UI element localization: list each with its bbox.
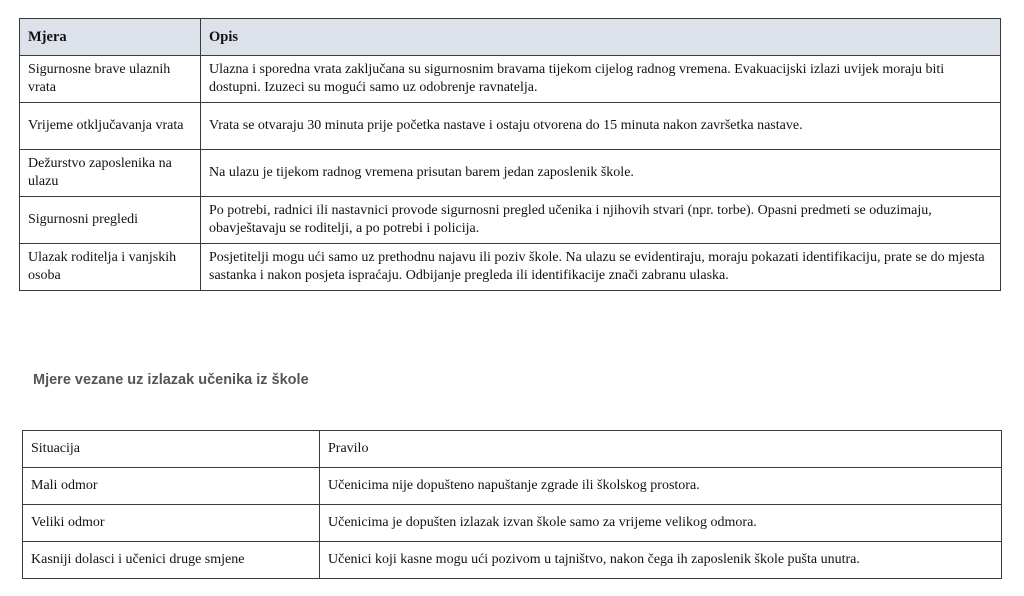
description-cell: Posjetitelji mogu ući samo uz prethodnu najavu ili poziv škole. Na ulazu se evidentiraju, moraju pokazati identifikaciju, prate se do mjesta sastanka i nakon posjeta ispraćaju. Odbijanje pregleda ili identifikacije znači zabranu ulaska. bbox=[209, 250, 985, 283]
measure-cell: Sigurnosne brave ulaznih vrata bbox=[20, 56, 201, 103]
rule-cell: Učenicima je dopušten izlazak izvan škole samo za vrijeme velikog odmora. bbox=[320, 505, 1002, 542]
measure-cell: Vrijeme otključavanja vrata bbox=[20, 103, 201, 150]
measure-cell: Ulazak roditelja i vanjskih osoba bbox=[20, 244, 201, 291]
student-exit-rules-table bbox=[22, 430, 1002, 579]
column-header-situation: Situacija bbox=[23, 431, 320, 468]
table-row bbox=[23, 542, 1002, 579]
table-row bbox=[20, 244, 1001, 291]
security-measures-table bbox=[19, 18, 1001, 291]
description-cell: Na ulazu je tijekom radnog vremena prisutan barem jedan zaposlenik škole. bbox=[201, 150, 1001, 197]
table-header-row bbox=[20, 19, 1001, 56]
table-row bbox=[23, 468, 1002, 505]
section-heading: Mjere vezane uz izlazak učenika iz škole bbox=[33, 372, 309, 388]
rule-cell: Učenicima nije dopušteno napuštanje zgrade ili školskog prostora. bbox=[320, 468, 1002, 505]
situation-cell: Mali odmor bbox=[23, 468, 320, 505]
column-header-rule: Pravilo bbox=[320, 431, 1002, 468]
table-row bbox=[20, 197, 1001, 244]
table-row bbox=[20, 56, 1001, 103]
table-row bbox=[20, 103, 1001, 150]
table-row bbox=[20, 150, 1001, 197]
situation-cell: Veliki odmor bbox=[23, 505, 320, 542]
description-cell: Vrata se otvaraju 30 minuta prije početka nastave i ostaju otvorena do 15 minuta nakon završetka nastave. bbox=[201, 103, 1001, 150]
description-cell: Ulazna i sporedna vrata zaključana su sigurnosnim bravama tijekom cijelog radnog vremena. Evakuacijski izlazi uvijek moraju biti dostupni. Izuzeci su mogući samo uz odobrenje ravnatelja. bbox=[201, 56, 1001, 103]
column-header-description: Opis bbox=[201, 19, 1001, 56]
table-row bbox=[23, 505, 1002, 542]
measure-cell: Dežurstvo zaposlenika na ulazu bbox=[20, 150, 201, 197]
rule-cell: Učenici koji kasne mogu ući pozivom u tajništvo, nakon čega ih zaposlenik škole pušta unutra. bbox=[328, 552, 860, 567]
situation-cell: Kasniji dolasci i učenici druge smjene bbox=[23, 542, 320, 579]
measure-cell: Sigurnosni pregledi bbox=[20, 197, 201, 244]
column-header-measure: Mjera bbox=[20, 19, 201, 56]
description-cell: Po potrebi, radnici ili nastavnici provode sigurnosni pregled učenika i njihovih stvari (npr. torbe). Opasni predmeti se oduzimaju, obavještavaju se roditelji, a po potrebi i policija. bbox=[201, 197, 1001, 244]
table-header-row bbox=[23, 431, 1002, 468]
